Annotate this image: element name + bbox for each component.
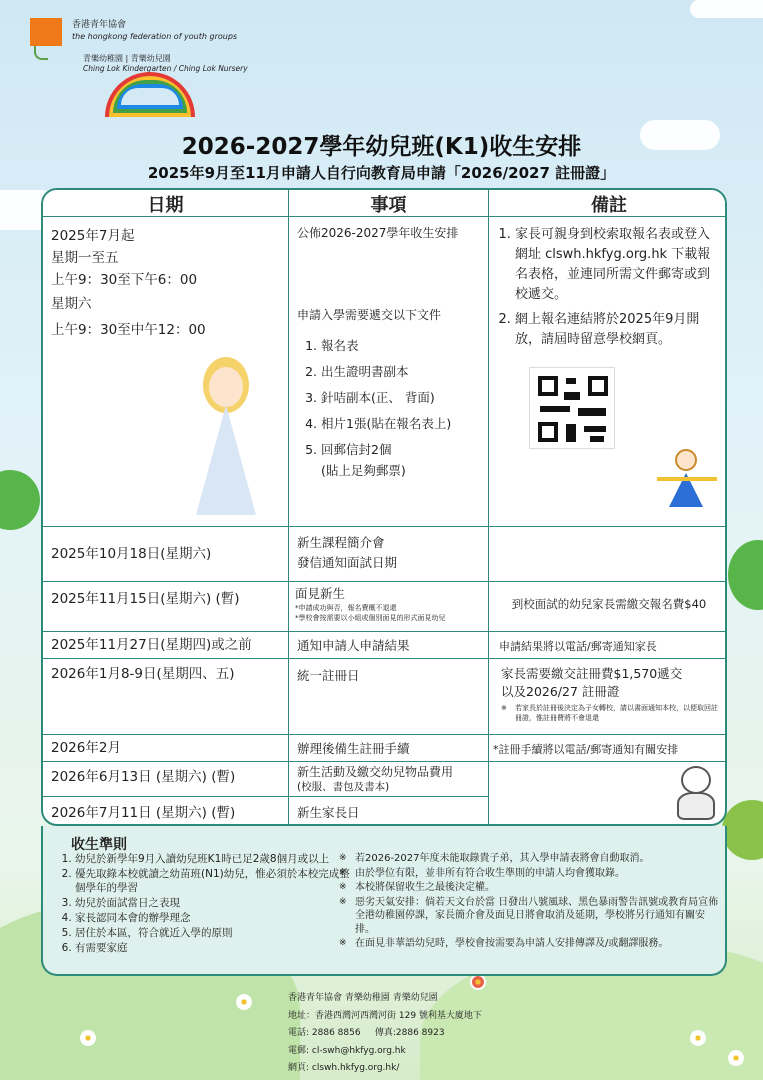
row7-8-remarks <box>489 762 727 826</box>
document-item: 5. 回郵信封2個 (貼上足夠郵票) <box>321 439 480 481</box>
criteria-note: ※ 在面見非華語幼兒時，學校會按需要為申請人安排傳譯及/或翻譯服務。 <box>339 937 719 951</box>
cloud-decoration <box>690 0 763 18</box>
school-name-en: Ching Lok Kindergarten / Ching Lok Nursery <box>83 64 248 73</box>
footer-org: 香港青年協會 青樂幼稚園 青樂幼兒園 <box>288 993 438 1003</box>
schedule-table <box>41 188 727 826</box>
criteria-title: 收生準則 <box>71 837 127 853</box>
row3-remarks: 到校面試的幼兒家長需繳交報名費$40 <box>489 582 727 632</box>
flower-decoration <box>728 1050 744 1066</box>
row2-date: 2025年10月18日(星期六) <box>43 527 289 582</box>
criteria-item: 4. 家長認同本會的辦學理念 <box>75 911 355 925</box>
row6-remarks: *註冊手續將以電話/郵寄通知有關安排 <box>489 735 727 762</box>
row8-item: 新生家長日 <box>289 797 489 826</box>
row7-date: 2026年6月13日 (星期六) (暫) <box>43 762 289 797</box>
row7-item-line: 新生活動及繳交幼兒物品費用 <box>297 765 454 779</box>
document-item: 1. 報名表 <box>321 335 480 356</box>
row5-remark-note-text: 若家長於註冊後決定為子女轉校，請以書面通知本校，以便取回註冊證，惟註冊費將不會退還 <box>515 704 718 722</box>
footer-email[interactable]: 電郵: cl-swh@hkfyg.org.hk <box>288 1045 406 1056</box>
header-item: 事項 <box>289 190 489 217</box>
footer-phone: 電話: 2886 8856 傳真:2886 8923 <box>288 1028 445 1038</box>
row3-item-title: 面見新生 <box>295 586 346 601</box>
row1-date-line: 星期六 <box>51 296 92 312</box>
flower-decoration <box>80 1030 96 1046</box>
girl-drawing <box>193 357 263 517</box>
bush-decoration <box>728 540 763 610</box>
row2-item-line: 新生課程簡介會 <box>297 535 385 550</box>
row3-note: *申請成功與否，報名費概不退還 <box>295 604 397 612</box>
flower-decoration <box>470 974 486 990</box>
school-name-zh: 青樂幼稚園 | 青樂幼兒園 <box>83 54 171 63</box>
row1-date <box>43 217 289 527</box>
row2-item <box>289 527 489 582</box>
header-date: 日期 <box>43 190 289 217</box>
admission-criteria <box>41 826 727 976</box>
rainbow-icon <box>105 72 195 117</box>
row5-remark-line: 家長需要繳交註冊費$1,570遞交 <box>501 666 683 681</box>
remark-list <box>497 225 721 350</box>
org-name <box>72 20 237 42</box>
row6-item: 辦理後備生註冊手續 <box>289 735 489 762</box>
criteria-notes <box>339 852 719 952</box>
criteria-note: ※ 本校將保留收生之最後決定權。 <box>339 881 719 895</box>
row5-remark-note: ※ 若家長於註冊後決定為子女轉校，請以書面通知本校，以便取回註冊證，惟註冊費將不會退還 <box>501 704 718 722</box>
hkfyg-logo <box>30 18 62 46</box>
criteria-list <box>55 852 355 956</box>
row7-item-line: (校服、書包及書本) <box>297 781 390 793</box>
criteria-note: ※ 惡劣天氣安排：倘若天文台於當 日發出八號風球、黑色暴雨警告訊號或教育局宣佈全港幼稚園停課，家長簡介會及面見日將會取消及延期，學校將另行通知有關安排。 <box>339 896 719 937</box>
row1-date-line: 星期一至五 <box>51 250 119 266</box>
row5-date: 2026年1月8-9日(星期四、五) <box>43 659 289 735</box>
criteria-note: ※ 若2026-2027年度未能取錄貴子弟，其入學申請表將會自動取消。 <box>339 852 719 866</box>
criteria-item: 1. 幼兒於新學年9月入讀幼兒班K1時已足2歲8個月或以上 <box>75 852 355 866</box>
footer-website[interactable]: 網頁: clswh.hkfyg.org.hk/ <box>288 1063 400 1073</box>
org-name-zh: 香港青年協會 <box>72 20 127 30</box>
qr-code[interactable] <box>529 367 615 449</box>
row4-date: 2025年11月27日(星期四)或之前 <box>43 632 289 659</box>
school-name <box>83 54 248 74</box>
flower-decoration <box>236 994 252 1010</box>
criteria-item: 3. 幼兒於面試當日之表現 <box>75 896 355 910</box>
row5-remarks <box>489 659 727 735</box>
child-drawing <box>657 449 717 519</box>
row4-remarks: 申請結果將以電話/郵寄通知家長 <box>489 632 727 659</box>
row4-item: 通知申請人申請結果 <box>289 632 489 659</box>
row1-item-sub: 申請入學需要遞交以下文件 <box>297 308 442 322</box>
row7-item <box>289 762 489 797</box>
row1-date-line: 2025年7月起 <box>51 228 135 244</box>
criteria-item: 2. 優先取錄本校就讀之幼苗班(N1)幼兒，惟必須於本校完成整個學年的學習 <box>75 867 355 895</box>
cat-drawing <box>675 766 719 822</box>
row3-date: 2025年11月15日(星期六) (暫) <box>43 582 289 632</box>
criteria-item: 5. 居住於本區，符合就近入學的原則 <box>75 926 355 940</box>
logo-sprout-icon <box>34 46 48 60</box>
document-item: 2. 出生證明書副本 <box>321 361 480 382</box>
flower-decoration <box>690 1030 706 1046</box>
footer-address: 地址：香港西灣河西灣河街 129 號利基大廈地下 <box>288 1010 482 1021</box>
row2-remarks <box>489 527 727 582</box>
page-subtitle: 2025年9月至11月申請人自行向教育局申請「2026/2027 註冊證」 <box>147 164 616 182</box>
document-item: 4. 相片1張(貼在報名表上) <box>321 413 480 434</box>
org-name-en: the hongkong federation of youth groups <box>72 32 238 41</box>
row1-remarks <box>489 217 727 527</box>
remark-item: 1. 家長可親身到校索取報名表或登入網址 clswh.hkfyg.org.hk 下載報名表格，並連同所需文件郵寄或到校遞交。 <box>515 225 721 305</box>
footer-contact <box>288 990 482 1078</box>
document-list <box>297 335 480 481</box>
bush-decoration <box>0 470 40 530</box>
row5-remark-line: 以及2026/27 註冊證 <box>501 684 620 699</box>
row1-date-line: 上午9：30至中午12：00 <box>51 322 206 338</box>
page-title: 2026-2027學年幼兒班(K1)收生安排 <box>181 134 582 160</box>
header-remarks: 備註 <box>489 190 727 217</box>
row1-item-head: 公佈2026-2027學年收生安排 <box>297 226 459 240</box>
remark-item: 2. 網上報名連結將於2025年9月開放，請屆時留意學校網頁。 <box>515 310 721 350</box>
row8-date: 2026年7月11日 (星期六) (暫) <box>43 797 289 826</box>
row2-item-line: 發信通知面試日期 <box>297 555 398 570</box>
row3-note: *學校會按需要以小組或個別面見的形式面見幼兒 <box>295 614 446 622</box>
row1-date-line: 上午9：30至下午6：00 <box>51 272 198 288</box>
bush-decoration <box>722 800 763 860</box>
criteria-note: ※ 由於學位有限，並非所有符合收生準則的申請人均會獲取錄。 <box>339 867 719 881</box>
row5-item: 統一註冊日 <box>289 659 489 735</box>
row1-item <box>289 217 489 527</box>
criteria-item: 6. 有需要家庭 <box>75 941 355 955</box>
document-item: 3. 針咭副本(正、 背面) <box>321 387 480 408</box>
row6-date: 2026年2月 <box>43 735 289 762</box>
row3-item <box>289 582 489 632</box>
